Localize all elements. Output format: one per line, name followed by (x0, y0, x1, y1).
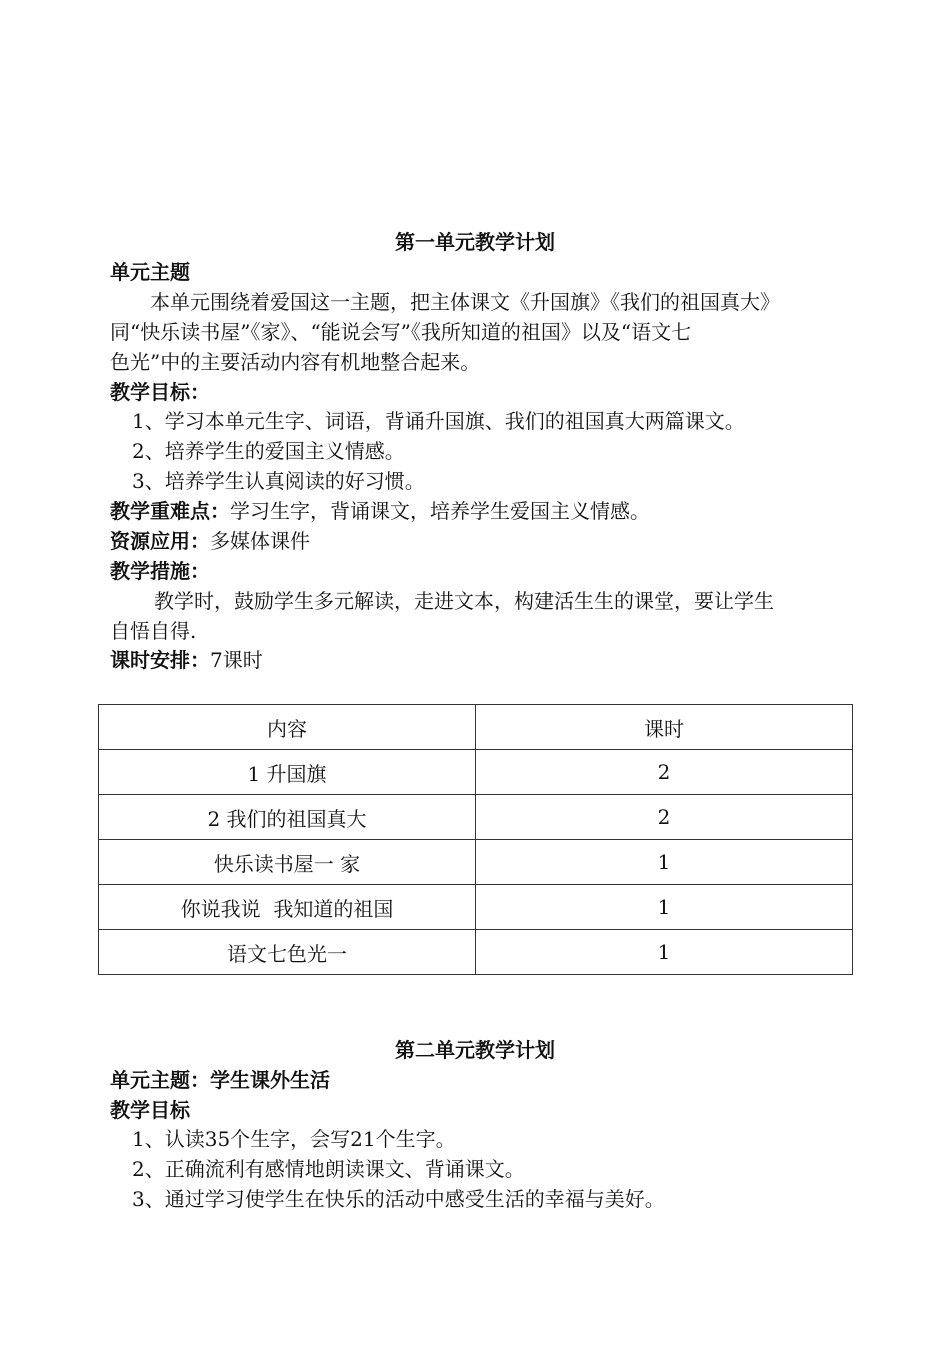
unit1-theme-line1: 本单元围绕着爱国这一主题，把主体课文《升国旗》《我们的祖国真大》 (150, 290, 780, 314)
resource-label: 资源应用： (110, 529, 210, 553)
schedule-text: 7课时 (210, 648, 263, 672)
unit1-goal-2: 2、培养学生的爱国主义情感。 (132, 439, 405, 463)
unit1-goal-3: 3、培养学生认真阅读的好习惯。 (132, 469, 425, 493)
unit1-schedule (110, 645, 263, 675)
unit1-goal-1: 1、学习本单元生字、词语，背诵升国旗、我们的祖国真大两篇课文。 (132, 409, 745, 433)
table-cell-content: 语文七色光一 (99, 930, 476, 975)
unit1-measures-line2: 自悟自得. (110, 619, 197, 643)
unit2-theme: 单元主题：学生课外生活 (110, 1068, 330, 1092)
table-row (99, 930, 853, 975)
table-header-hours: 课时 (476, 705, 853, 750)
unit1-theme-line2: 同“快乐读书屋”《家》、“能说会写”《我所知道的祖国》以及“语文七 (110, 320, 692, 344)
table-row (99, 885, 853, 930)
table-cell-content: 2 我们的祖国真大 (99, 795, 476, 840)
unit1-resource (110, 526, 310, 556)
unit1-measures-line1: 教学时，鼓励学生多元解读，走进文本，构建活生生的课堂，要让学生 (154, 589, 774, 613)
unit2-goals-heading: 教学目标 (110, 1098, 190, 1122)
unit1-theme-line3: 色光”中的主要活动内容有机地整合起来。 (110, 350, 481, 374)
difficulty-label: 教学重难点： (110, 499, 230, 523)
table-cell-hours: 1 (476, 885, 853, 930)
resource-text: 多媒体课件 (210, 529, 310, 553)
unit1-goals-heading: 教学目标： (110, 380, 210, 404)
table-cell-hours: 1 (476, 840, 853, 885)
unit2-title: 第二单元教学计划 (395, 1038, 555, 1062)
difficulty-text: 学习生字，背诵课文，培养学生爱国主义情感。 (230, 499, 650, 523)
table-header-content: 内容 (99, 705, 476, 750)
table-cell-content: 你说我说 我知道的祖国 (99, 885, 476, 930)
unit1-theme-heading: 单元主题 (110, 260, 190, 284)
table-row (99, 795, 853, 840)
table-cell-hours: 2 (476, 795, 853, 840)
lesson-plan-table (98, 704, 853, 975)
unit1-title: 第一单元教学计划 (395, 230, 555, 254)
unit2-goal-3: 3、通过学习使学生在快乐的活动中感受生活的幸福与美好。 (132, 1187, 665, 1211)
table-header-row (99, 705, 853, 750)
table-cell-content: 1 升国旗 (99, 750, 476, 795)
table-row (99, 750, 853, 795)
table-row (99, 840, 853, 885)
table-cell-hours: 2 (476, 750, 853, 795)
unit1-difficulty (110, 496, 650, 526)
unit2-goal-1: 1、认读35个生字，会写21个生字。 (132, 1127, 456, 1151)
table-cell-hours: 1 (476, 930, 853, 975)
table-cell-content: 快乐读书屋一 家 (99, 840, 476, 885)
schedule-label: 课时安排： (110, 648, 210, 672)
unit2-goal-2: 2、正确流利有感情地朗读课文、背诵课文。 (132, 1157, 525, 1181)
unit1-measures-heading: 教学措施： (110, 559, 210, 583)
